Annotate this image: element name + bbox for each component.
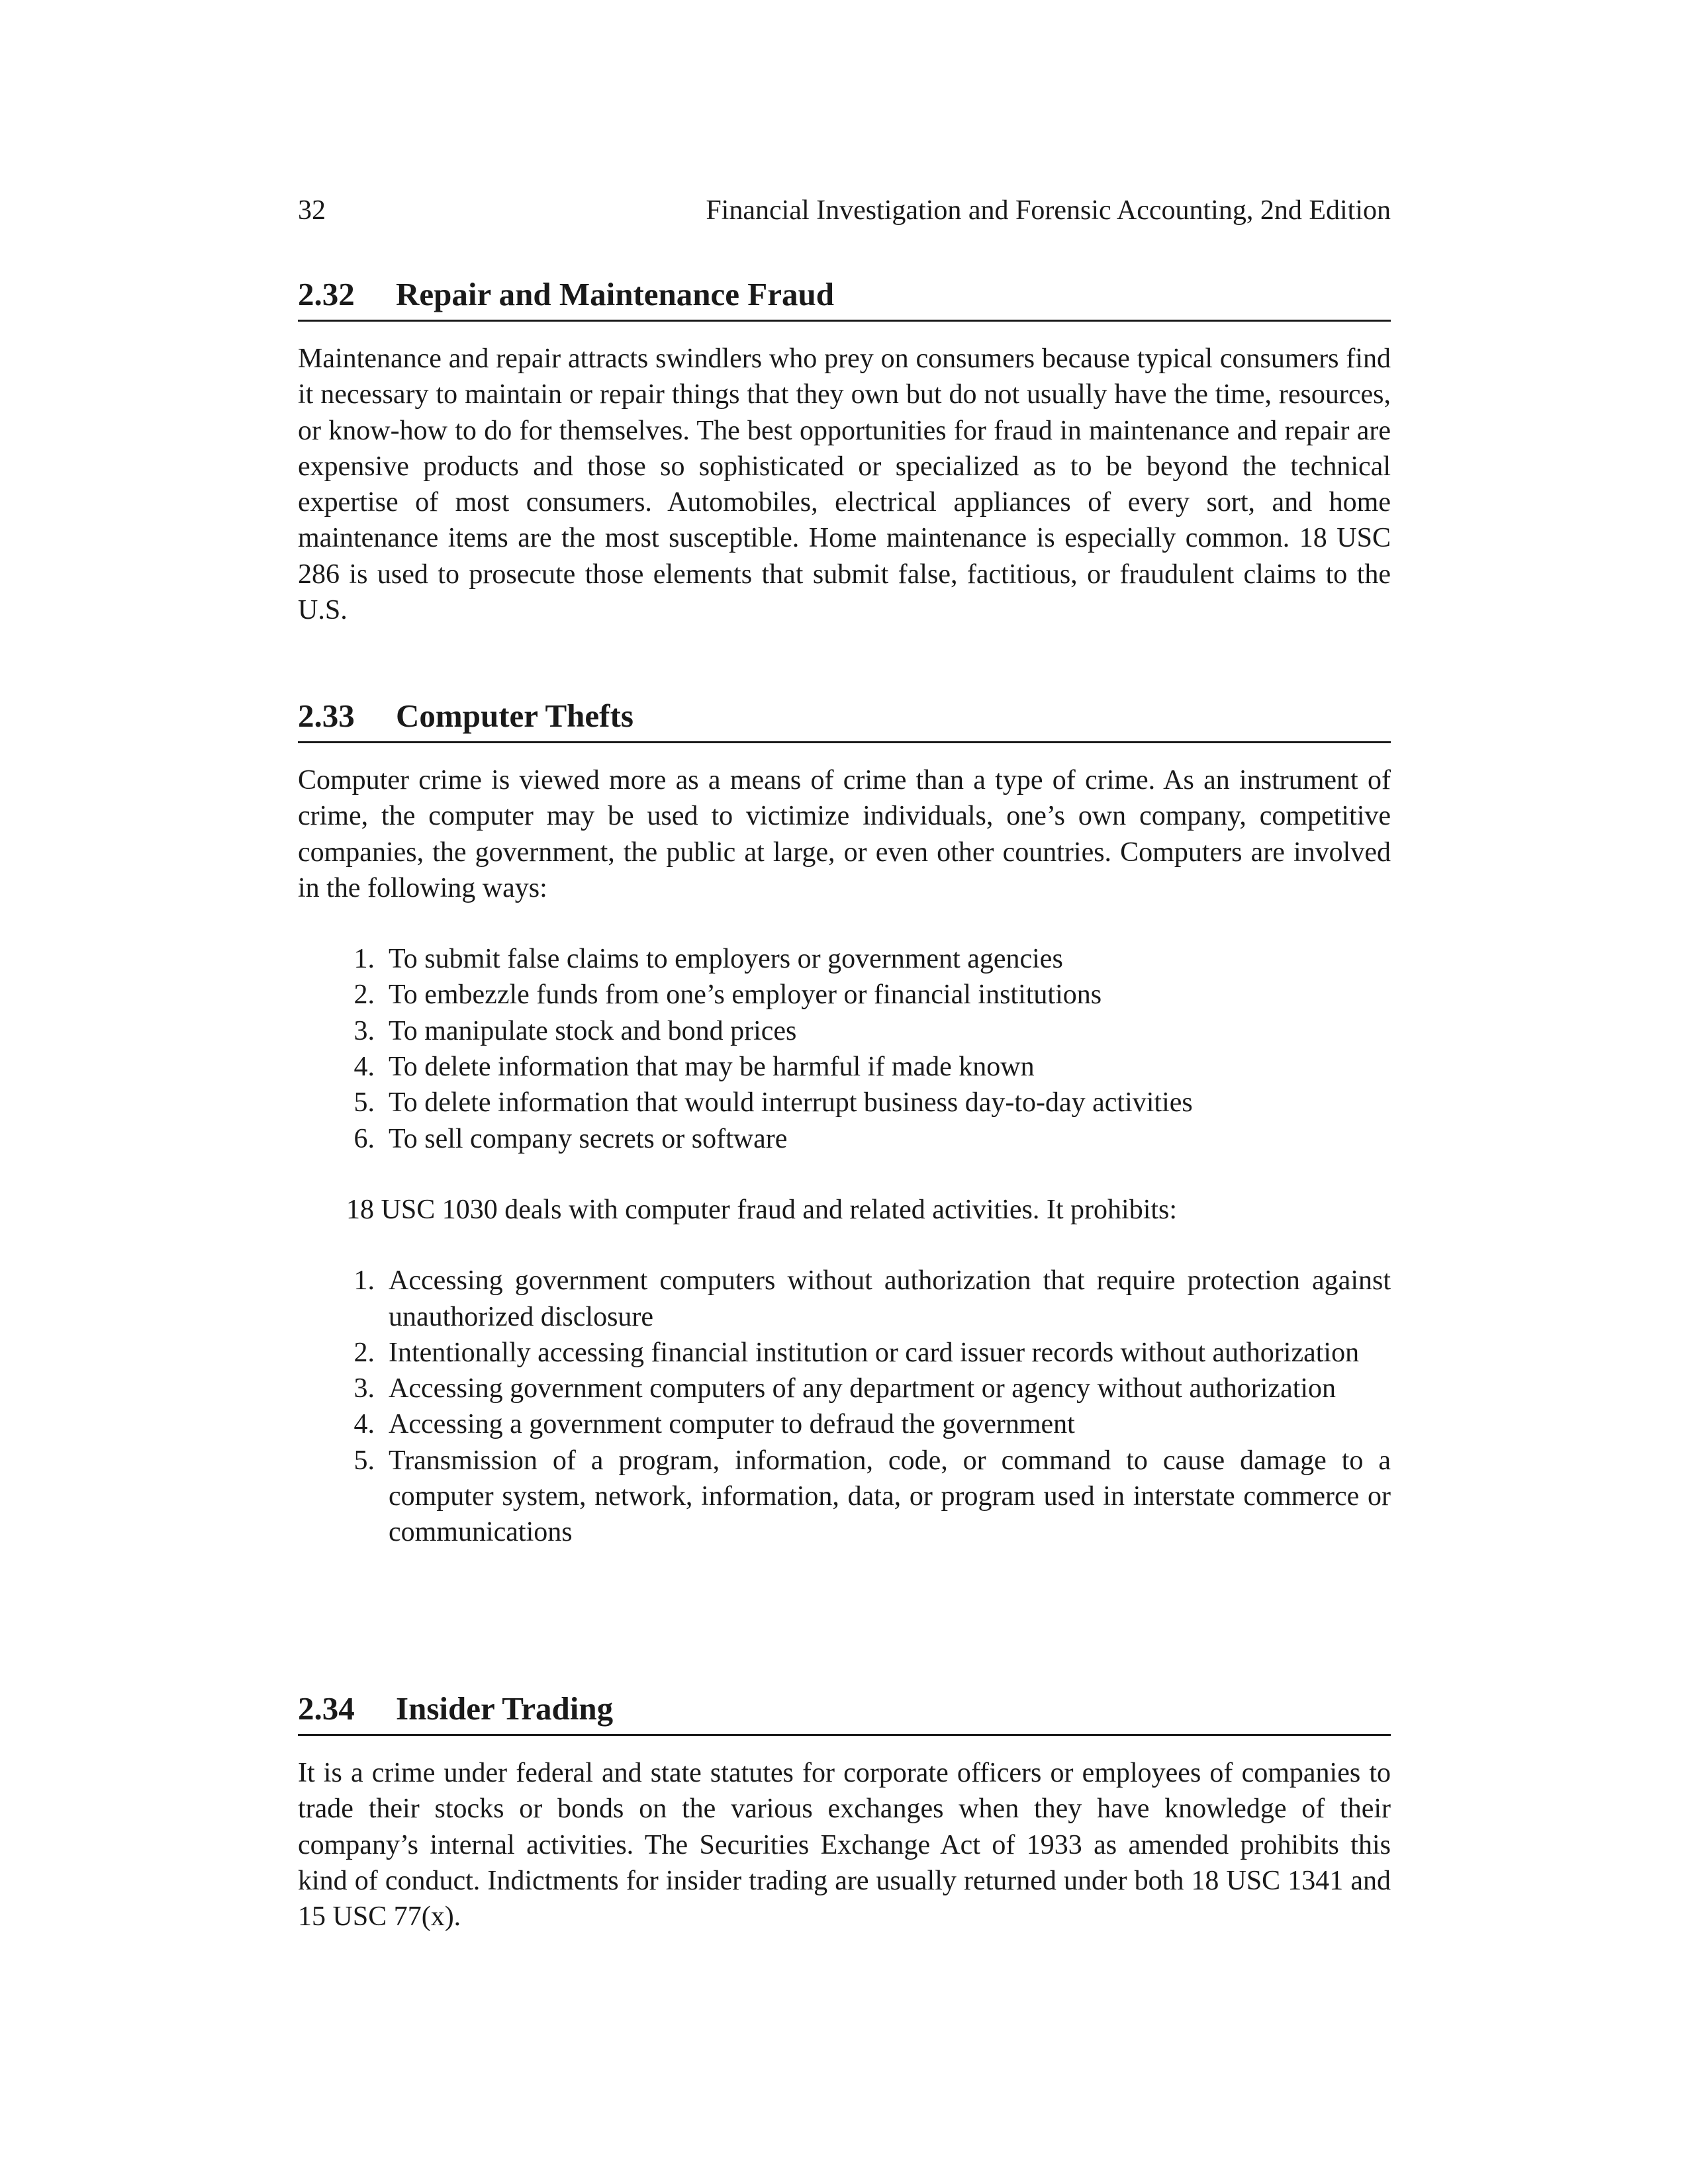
- list-item: 2. To embezzle funds from one’s employer or financial institutions: [353, 979, 1102, 1011]
- section-paragraph: It is a crime under federal and state statutes for corporate officers or employees of companies to trade their stocks or bonds on the various exchanges when they have knowledge of their company’s internal activities. The Securities Exchange Act of 1933 as amended prohibits this kind of conduct. Indictments for insider trading are usually returned under both 18 USC 1341 and 15 USC 77(x).: [298, 1758, 1391, 1933]
- list-item: 5. To delete information that would interrupt business day-to-day activities: [353, 1087, 1193, 1118]
- section-computer-thefts: [298, 696, 1391, 1551]
- list-item: 3. To manipulate stock and bond prices: [353, 1015, 797, 1046]
- list-item: 5. Transmission of a program, information, code, or command to cause damage to a computer system, network, information, data, or program used in interstate commerce or communications: [353, 1445, 1391, 1548]
- section-paragraph: Computer crime is viewed more as a means of crime than a type of crime. As an instrument of crime, the computer may be used to victimize individuals, one’s own company, competitive companies, the government, the public at large, or even other countries. Computers are involved in the following ways:: [298, 765, 1391, 903]
- section-heading: [298, 275, 1391, 322]
- usc-1030-lead: 18 USC 1030 deals with computer fraud and related activities. It prohibits:: [346, 1194, 1178, 1225]
- list-item: 4. Accessing a government computer to defraud the government: [353, 1409, 1075, 1440]
- list-item: 2. Intentionally accessing financial institution or card issuer records without authorization: [353, 1337, 1360, 1368]
- section-repair-maintenance-fraud: [298, 275, 1391, 628]
- prohibitions-list: [298, 1263, 1391, 1550]
- list-item: 6. To sell company secrets or software: [353, 1123, 788, 1154]
- section-title: Insider Trading: [396, 1690, 614, 1727]
- section-number: 2.33: [298, 698, 355, 734]
- section-insider-trading: [298, 1689, 1391, 1934]
- section-number: 2.34: [298, 1690, 355, 1727]
- section-number: 2.32: [298, 276, 355, 312]
- section-heading: [298, 1689, 1391, 1736]
- page-number: 32: [298, 195, 326, 226]
- running-head: [298, 193, 1391, 228]
- list-item: 3. Accessing government computers of any department or agency without authorization: [353, 1373, 1336, 1404]
- list-item: 1. Accessing government computers without authorization that require protection against unauthorized disclosure: [353, 1265, 1391, 1332]
- list-item: 4. To delete information that may be harmful if made known: [353, 1052, 1035, 1083]
- computer-usage-list: [298, 941, 1391, 1157]
- section-title: Repair and Maintenance Fraud: [396, 276, 834, 312]
- section-heading: [298, 696, 1391, 743]
- section-paragraph: Maintenance and repair attracts swindlers who prey on consumers because typical consumers find it necessary to maintain or repair things that they own but do not usually have the time, resources, or know-how to do for themselves. The best opportunities for fraud in maintenance and repair are expensive products and those so sophisticated or specialized as to be beyond the technical expertise of most consumers. Automobiles, electrical appliances of every sort, and home maintenance items are the most susceptible. Home maintenance is especially common. 18 USC 286 is used to prosecute those elements that submit false, factitious, or fraudulent claims to the U.S.: [298, 343, 1391, 626]
- book-title: Financial Investigation and Forensic Accounting, 2nd Edition: [706, 195, 1391, 226]
- section-title: Computer Thefts: [396, 698, 633, 734]
- list-item: 1. To submit false claims to employers or government agencies: [353, 944, 1063, 975]
